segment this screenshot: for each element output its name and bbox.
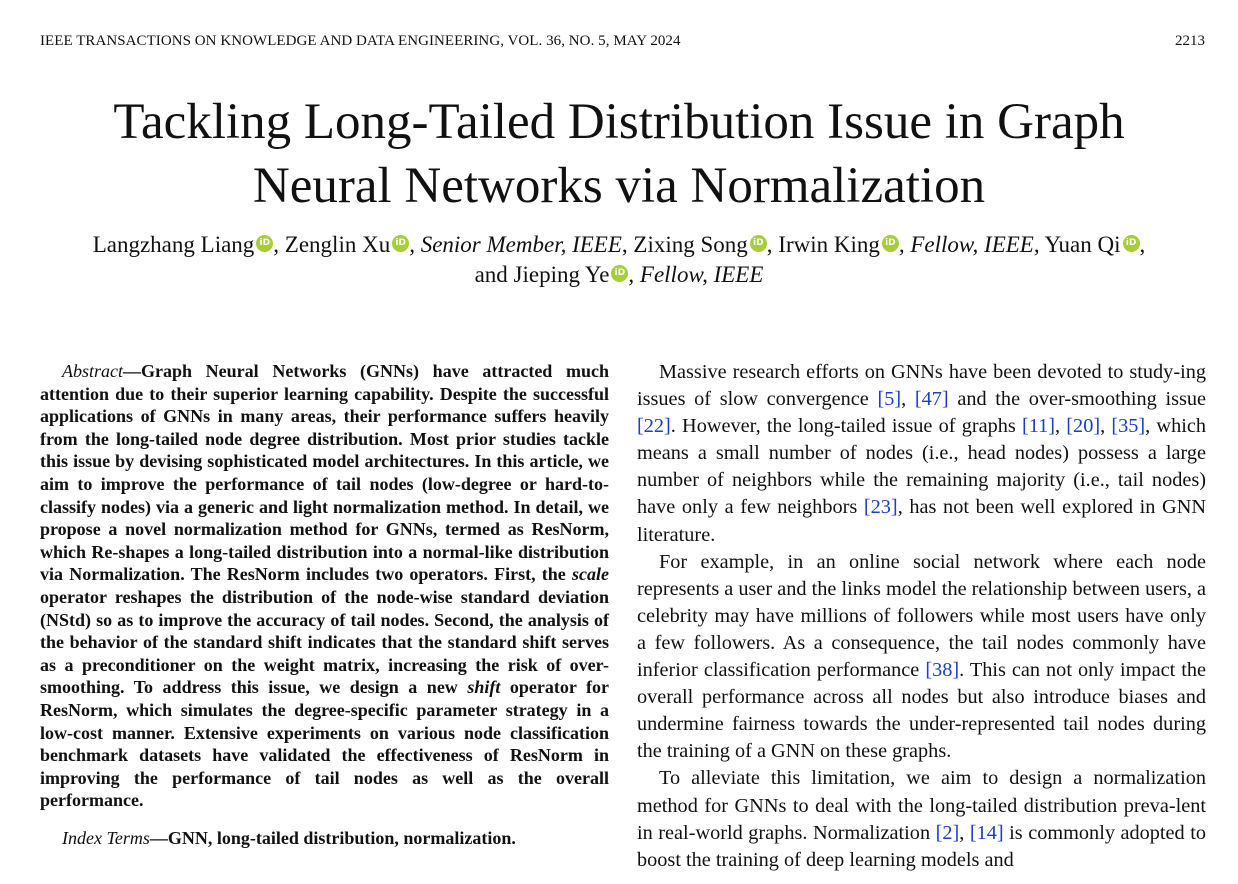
author-role: , Senior Member, IEEE	[409, 232, 622, 257]
title-line-1: Tackling Long-Tailed Distribution Issue in Graph	[113, 94, 1125, 150]
author-name: , Yuan Qi	[1033, 232, 1121, 257]
body-paragraph-1	[637, 359, 1206, 549]
body-text: For example, in an online social network where each node represents a user and the links model the relationship between users, a celebrity may have millions of followers while most users have only a few followers. As a consequence, the tail nodes commonly have inferior classification performance	[637, 550, 1206, 682]
citation-link[interactable]: [5]	[877, 388, 902, 411]
author-name: Langzhang Liang	[92, 232, 255, 257]
citation-link[interactable]: [35]	[1111, 415, 1146, 438]
author-role: , Fellow, IEEE	[898, 232, 1034, 257]
body-text: ,	[959, 821, 970, 844]
paper-title	[0, 90, 1238, 218]
abstract-text-2: operator reshapes the distribution of the node-wise standard deviation (NStd) so as to improve the accuracy of tail nodes. Second, the analysis of the behavior of the standard shift indicates that the standard shift serves as a preconditioner on the weight matrix, increasing the risk of over-smoothing. To address this issue, we design a new	[40, 586, 609, 698]
abstract-text-3: operator for ResNorm, which simulates the degree-specific parameter strategy in a low-cost manner. Extensive experiments on various node classification benchmark datasets have validated the effectiveness of ResNorm in improving the performance of tail nodes as well as the overall performance.	[40, 677, 609, 811]
orcid-icon[interactable]: iD	[392, 235, 409, 252]
citation-link[interactable]: [14]	[969, 821, 1004, 844]
orcid-icon[interactable]: iD	[611, 265, 628, 282]
citation-link[interactable]: [38]	[925, 659, 960, 682]
author-name: , Zenglin Xu	[273, 232, 391, 257]
abstract-shift-term: shift	[467, 677, 501, 698]
body-text: ,	[1100, 415, 1112, 438]
index-terms-dash: —	[149, 827, 168, 848]
author-line-2	[0, 260, 1238, 290]
orcid-icon[interactable]: iD	[256, 235, 273, 252]
body-text: , has not been well explored in GNN literature.	[637, 496, 1206, 546]
abstract-column	[40, 360, 609, 849]
body-text: and the over-smoothing issue	[948, 388, 1207, 411]
abstract	[40, 360, 609, 812]
body-paragraph-3	[637, 765, 1206, 873]
abstract-scale-term: scale	[572, 564, 609, 585]
citation-link[interactable]: [47]	[914, 388, 949, 411]
body-text: Massive research efforts on GNNs have been devoted to study-ing issues of slow convergence	[637, 361, 1206, 411]
author-role: , Fellow, IEEE	[628, 262, 764, 287]
body-text: is commonly adopted to boost the training of deep learning models and	[637, 821, 1206, 871]
author-list	[0, 230, 1238, 290]
author-name: , Zixing Song	[621, 232, 748, 257]
page-number: 2213	[1175, 33, 1205, 49]
body-text: ,	[901, 388, 915, 411]
abstract-label: Abstract	[62, 361, 123, 381]
orcid-icon[interactable]: iD	[882, 235, 899, 252]
citation-link[interactable]: [20]	[1066, 415, 1101, 438]
body-text: To alleviate this limitation, we aim to design a normalization method for GNNs to deal with the long-tailed distribution preva-lent in real-world graphs. Normalization	[637, 767, 1206, 844]
body-text: . This can not only impact the overall performance across all nodes but also introduce biases and undermine fairness towards the under-represented tail nodes during the training of a GNN on these graphs.	[637, 659, 1206, 763]
body-paragraph-2	[637, 549, 1206, 766]
citation-link[interactable]: [2]	[935, 821, 960, 844]
journal-header: IEEE TRANSACTIONS ON KNOWLEDGE AND DATA ENGINEERING, VOL. 36, NO. 5, MAY 2024	[40, 33, 681, 49]
index-terms-text: GNN, long-tailed distribution, normalization.	[167, 827, 516, 848]
index-terms	[40, 827, 609, 850]
abstract-text-1: Graph Neural Networks (GNNs) have attracted much attention due to their superior learning capability. Despite the successful applications of GNNs in many areas, their performance suffers heavily from the long-tailed node degree distribution. Most prior studies tackle this issue by devising sophisticated model architectures. In this article, we aim to improve the performance of tail nodes (low-degree or hard-to-classify nodes) via a generic and light normalization method. In detail, we propose a novel normalization method for GNNs, termed as ResNorm, which Re-shapes a long-tailed distribution into a normal-like distribution via Normalization. The ResNorm includes two operators. First, the	[40, 361, 609, 585]
body-text: . However, the long-tailed issue of graphs	[670, 415, 1022, 438]
author-name: and Jieping Ye	[474, 262, 610, 287]
title-line-2: Neural Networks via Normalization	[252, 158, 986, 214]
citation-link[interactable]: [23]	[863, 496, 898, 519]
body-column	[637, 359, 1206, 874]
citation-link[interactable]: [22]	[637, 415, 671, 438]
orcid-icon[interactable]: iD	[1123, 235, 1140, 252]
index-terms-label: Index Terms	[62, 827, 150, 848]
citation-link[interactable]: [11]	[1021, 415, 1056, 438]
author-name: , Irwin King	[766, 232, 880, 257]
abstract-dash: —	[123, 361, 141, 381]
author-line-1	[0, 230, 1238, 260]
author-separator: ,	[1139, 232, 1146, 257]
body-text: ,	[1055, 415, 1067, 438]
orcid-icon[interactable]: iD	[750, 235, 767, 252]
body-text: , which means a small number of nodes (i.e., head nodes) possess a large number of neighbors while the remaining majority (i.e., tail nodes) have only a few neighbors	[637, 415, 1206, 519]
